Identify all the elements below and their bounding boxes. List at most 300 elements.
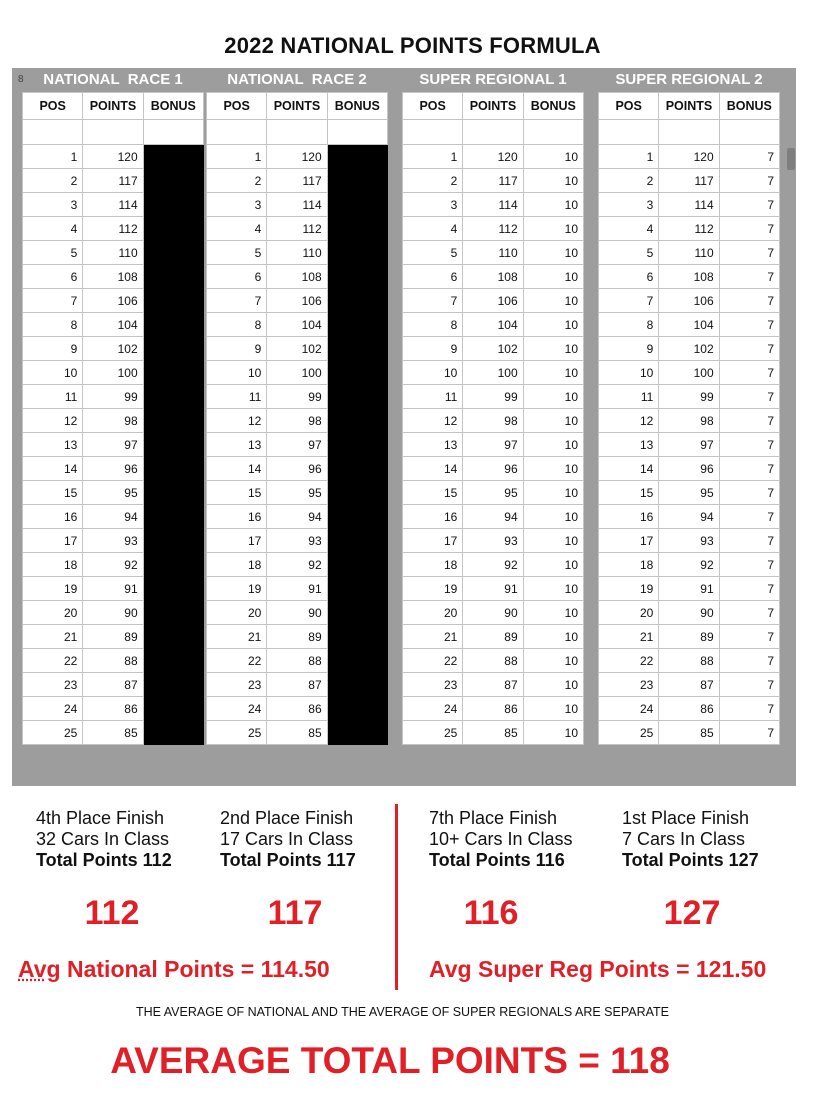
cars-line: 7 Cars In Class bbox=[622, 829, 746, 849]
points-cell: 91 bbox=[659, 577, 719, 601]
table-row bbox=[403, 481, 584, 505]
points-cell: 95 bbox=[267, 481, 327, 505]
pos-cell: 4 bbox=[207, 217, 267, 241]
points-cell: 114 bbox=[83, 193, 143, 217]
pos-cell: 20 bbox=[599, 601, 659, 625]
pos-cell: 3 bbox=[403, 193, 463, 217]
table-row bbox=[23, 313, 204, 337]
blank-row bbox=[599, 120, 780, 145]
tail-cell bbox=[659, 745, 719, 754]
table-row bbox=[23, 553, 204, 577]
bonus-cell bbox=[327, 505, 387, 529]
points-cell: 86 bbox=[463, 697, 523, 721]
points-cell: 120 bbox=[463, 145, 523, 169]
bonus-cell: 10 bbox=[523, 265, 583, 289]
points-cell: 87 bbox=[659, 673, 719, 697]
points-cell: 97 bbox=[267, 433, 327, 457]
table-row bbox=[207, 385, 388, 409]
blank-cell bbox=[267, 120, 327, 145]
bonus-cell: 7 bbox=[719, 313, 779, 337]
table-row bbox=[599, 433, 780, 457]
block-title: NATIONAL RACE 2 bbox=[227, 71, 367, 88]
bonus-cell: 7 bbox=[719, 289, 779, 313]
pos-cell: 7 bbox=[403, 289, 463, 313]
column-header: POINTS bbox=[267, 93, 327, 120]
points-cell: 85 bbox=[267, 721, 327, 745]
table-row bbox=[403, 313, 584, 337]
points-table bbox=[598, 92, 780, 754]
bonus-cell bbox=[327, 193, 387, 217]
points-cell: 96 bbox=[659, 457, 719, 481]
table-row bbox=[403, 601, 584, 625]
table-row bbox=[23, 409, 204, 433]
bonus-cell bbox=[143, 529, 203, 553]
points-cell: 92 bbox=[659, 553, 719, 577]
table-row bbox=[403, 385, 584, 409]
bonus-cell: 10 bbox=[523, 577, 583, 601]
table-row bbox=[23, 169, 204, 193]
bonus-cell bbox=[327, 601, 387, 625]
pos-cell: 21 bbox=[599, 625, 659, 649]
table-block-1 bbox=[22, 68, 204, 754]
points-cell: 117 bbox=[463, 169, 523, 193]
bonus-cell: 10 bbox=[523, 313, 583, 337]
column-header: POINTS bbox=[659, 93, 719, 120]
bonus-cell bbox=[143, 673, 203, 697]
pos-cell: 6 bbox=[23, 265, 83, 289]
points-cell: 97 bbox=[463, 433, 523, 457]
pos-cell: 13 bbox=[207, 433, 267, 457]
bonus-cell bbox=[327, 433, 387, 457]
bonus-cell: 10 bbox=[523, 241, 583, 265]
bonus-cell bbox=[327, 385, 387, 409]
pos-cell: 25 bbox=[403, 721, 463, 745]
bonus-cell: 7 bbox=[719, 337, 779, 361]
pos-cell: 5 bbox=[23, 241, 83, 265]
pos-cell: 16 bbox=[599, 505, 659, 529]
finish-line: 4th Place Finish bbox=[36, 808, 165, 828]
pos-cell: 1 bbox=[207, 145, 267, 169]
blank-cell bbox=[143, 120, 203, 145]
result-summary-1 bbox=[36, 808, 172, 871]
pos-cell: 8 bbox=[599, 313, 659, 337]
block-grid bbox=[22, 92, 204, 754]
pos-cell: 23 bbox=[207, 673, 267, 697]
bonus-cell: 10 bbox=[523, 337, 583, 361]
blank-cell bbox=[523, 120, 583, 145]
table-row bbox=[403, 625, 584, 649]
table-row bbox=[599, 529, 780, 553]
table-row bbox=[207, 433, 388, 457]
points-cell: 92 bbox=[83, 553, 143, 577]
pos-cell: 19 bbox=[599, 577, 659, 601]
table-row bbox=[403, 721, 584, 745]
bonus-cell: 10 bbox=[523, 625, 583, 649]
table-row bbox=[23, 145, 204, 169]
bonus-cell: 10 bbox=[523, 193, 583, 217]
result-summary-4 bbox=[622, 808, 759, 871]
pos-cell: 20 bbox=[207, 601, 267, 625]
points-cell: 102 bbox=[83, 337, 143, 361]
column-header: BONUS bbox=[719, 93, 779, 120]
pos-cell: 19 bbox=[207, 577, 267, 601]
pos-cell: 7 bbox=[207, 289, 267, 313]
bonus-cell bbox=[143, 697, 203, 721]
column-header: POINTS bbox=[463, 93, 523, 120]
pos-cell: 23 bbox=[403, 673, 463, 697]
bonus-cell bbox=[327, 145, 387, 169]
avg-super-reg-points: Avg Super Reg Points = 121.50 bbox=[429, 956, 767, 982]
pos-cell: 18 bbox=[23, 553, 83, 577]
bonus-cell: 10 bbox=[523, 361, 583, 385]
points-cell: 100 bbox=[83, 361, 143, 385]
bonus-cell bbox=[327, 481, 387, 505]
tail-cell bbox=[207, 745, 267, 754]
pos-cell: 21 bbox=[207, 625, 267, 649]
total-line: Total Points 127 bbox=[622, 850, 759, 870]
points-table bbox=[402, 92, 584, 754]
pos-cell: 24 bbox=[403, 697, 463, 721]
pos-cell: 2 bbox=[207, 169, 267, 193]
table-block-4 bbox=[598, 68, 780, 754]
bonus-cell: 7 bbox=[719, 481, 779, 505]
table-row bbox=[207, 457, 388, 481]
block-title: SUPER REGIONAL 2 bbox=[615, 71, 763, 88]
bonus-cell bbox=[143, 145, 203, 169]
bonus-cell bbox=[143, 409, 203, 433]
bonus-cell: 7 bbox=[719, 241, 779, 265]
points-cell: 99 bbox=[659, 385, 719, 409]
block-grid bbox=[206, 92, 388, 754]
table-row bbox=[403, 289, 584, 313]
pos-cell: 9 bbox=[23, 337, 83, 361]
points-cell: 95 bbox=[83, 481, 143, 505]
pos-cell: 11 bbox=[207, 385, 267, 409]
pos-cell: 8 bbox=[207, 313, 267, 337]
bonus-cell: 10 bbox=[523, 409, 583, 433]
points-cell: 112 bbox=[659, 217, 719, 241]
table-row bbox=[207, 217, 388, 241]
bonus-cell: 7 bbox=[719, 721, 779, 745]
table-row bbox=[207, 553, 388, 577]
bonus-cell: 7 bbox=[719, 553, 779, 577]
blank-cell bbox=[719, 120, 779, 145]
pos-cell: 18 bbox=[207, 553, 267, 577]
pos-cell: 8 bbox=[23, 313, 83, 337]
table-row bbox=[599, 169, 780, 193]
pos-cell: 25 bbox=[207, 721, 267, 745]
blank-cell bbox=[463, 120, 523, 145]
table-row bbox=[23, 385, 204, 409]
bonus-cell: 7 bbox=[719, 409, 779, 433]
pos-cell: 16 bbox=[207, 505, 267, 529]
pos-cell: 5 bbox=[207, 241, 267, 265]
header-row bbox=[23, 93, 204, 120]
table-row bbox=[599, 649, 780, 673]
bonus-cell: 7 bbox=[719, 361, 779, 385]
table-row bbox=[599, 601, 780, 625]
finish-line: 2nd Place Finish bbox=[220, 808, 354, 828]
bonus-cell: 10 bbox=[523, 505, 583, 529]
bonus-cell: 7 bbox=[719, 169, 779, 193]
cars-line: 17 Cars In Class bbox=[220, 829, 354, 849]
points-cell: 89 bbox=[463, 625, 523, 649]
bonus-cell: 7 bbox=[719, 529, 779, 553]
blank-cell bbox=[23, 120, 83, 145]
pos-cell: 14 bbox=[599, 457, 659, 481]
points-cell: 117 bbox=[659, 169, 719, 193]
bonus-cell bbox=[327, 529, 387, 553]
bonus-cell: 10 bbox=[523, 649, 583, 673]
pos-cell: 20 bbox=[403, 601, 463, 625]
scrollbar-thumb[interactable] bbox=[787, 148, 795, 170]
table-row bbox=[403, 337, 584, 361]
pos-cell: 9 bbox=[207, 337, 267, 361]
table-block-3 bbox=[402, 68, 584, 754]
pos-cell: 12 bbox=[599, 409, 659, 433]
points-cell: 106 bbox=[463, 289, 523, 313]
pos-cell: 25 bbox=[599, 721, 659, 745]
column-header: POS bbox=[23, 93, 83, 120]
pos-cell: 5 bbox=[403, 241, 463, 265]
bonus-cell bbox=[143, 265, 203, 289]
bonus-cell: 7 bbox=[719, 577, 779, 601]
points-cell: 100 bbox=[267, 361, 327, 385]
bonus-cell bbox=[327, 241, 387, 265]
table-row bbox=[207, 673, 388, 697]
tail-cell bbox=[267, 745, 327, 754]
table-row bbox=[403, 145, 584, 169]
points-cell: 108 bbox=[267, 265, 327, 289]
table-row bbox=[599, 625, 780, 649]
points-cell: 87 bbox=[463, 673, 523, 697]
points-cell: 112 bbox=[267, 217, 327, 241]
points-cell: 104 bbox=[83, 313, 143, 337]
pos-cell: 13 bbox=[23, 433, 83, 457]
big-total-4: 127 bbox=[663, 894, 721, 932]
table-row bbox=[599, 241, 780, 265]
bonus-cell: 7 bbox=[719, 145, 779, 169]
column-header: POINTS bbox=[83, 93, 143, 120]
points-cell: 110 bbox=[463, 241, 523, 265]
table-row bbox=[207, 241, 388, 265]
result-summary-3 bbox=[429, 808, 573, 871]
bonus-cell bbox=[327, 361, 387, 385]
bonus-cell bbox=[143, 553, 203, 577]
points-cell: 120 bbox=[83, 145, 143, 169]
pos-cell: 16 bbox=[23, 505, 83, 529]
points-cell: 114 bbox=[659, 193, 719, 217]
table-row bbox=[23, 241, 204, 265]
points-cell: 110 bbox=[659, 241, 719, 265]
points-cell: 120 bbox=[659, 145, 719, 169]
pos-cell: 13 bbox=[403, 433, 463, 457]
tail-row bbox=[599, 745, 780, 754]
tail-cell bbox=[719, 745, 779, 754]
block-grid bbox=[598, 92, 780, 754]
table-row bbox=[207, 361, 388, 385]
table-row bbox=[403, 553, 584, 577]
points-cell: 110 bbox=[83, 241, 143, 265]
table-row bbox=[207, 409, 388, 433]
table-row bbox=[207, 313, 388, 337]
bonus-cell bbox=[143, 193, 203, 217]
pos-cell: 2 bbox=[403, 169, 463, 193]
bonus-cell: 7 bbox=[719, 601, 779, 625]
table-row bbox=[207, 721, 388, 745]
table-row bbox=[403, 457, 584, 481]
pos-cell: 11 bbox=[23, 385, 83, 409]
bonus-cell: 10 bbox=[523, 385, 583, 409]
pos-cell: 24 bbox=[207, 697, 267, 721]
pos-cell: 15 bbox=[23, 481, 83, 505]
table-row bbox=[403, 697, 584, 721]
points-cell: 97 bbox=[83, 433, 143, 457]
pos-cell: 6 bbox=[599, 265, 659, 289]
total-line: Total Points 117 bbox=[220, 850, 356, 870]
points-cell: 114 bbox=[267, 193, 327, 217]
bonus-cell: 10 bbox=[523, 601, 583, 625]
pos-cell: 2 bbox=[599, 169, 659, 193]
corner-mark: 8 bbox=[18, 74, 24, 85]
points-cell: 94 bbox=[463, 505, 523, 529]
blank-cell bbox=[659, 120, 719, 145]
points-cell: 87 bbox=[267, 673, 327, 697]
points-cell: 112 bbox=[83, 217, 143, 241]
pos-cell: 10 bbox=[207, 361, 267, 385]
points-cell: 108 bbox=[83, 265, 143, 289]
block-grid bbox=[402, 92, 584, 754]
pos-cell: 7 bbox=[23, 289, 83, 313]
points-cell: 85 bbox=[83, 721, 143, 745]
pos-cell: 15 bbox=[207, 481, 267, 505]
pos-cell: 9 bbox=[403, 337, 463, 361]
column-header: POS bbox=[599, 93, 659, 120]
points-cell: 104 bbox=[267, 313, 327, 337]
table-row bbox=[599, 313, 780, 337]
points-cell: 120 bbox=[267, 145, 327, 169]
table-row bbox=[23, 673, 204, 697]
table-row bbox=[23, 457, 204, 481]
pos-cell: 6 bbox=[403, 265, 463, 289]
bonus-cell bbox=[327, 337, 387, 361]
tail-row bbox=[207, 745, 388, 754]
bonus-cell: 10 bbox=[523, 169, 583, 193]
table-row bbox=[599, 289, 780, 313]
pos-cell: 5 bbox=[599, 241, 659, 265]
table-row bbox=[599, 361, 780, 385]
bonus-cell bbox=[143, 625, 203, 649]
table-row bbox=[207, 697, 388, 721]
points-cell: 117 bbox=[267, 169, 327, 193]
pos-cell: 17 bbox=[403, 529, 463, 553]
points-cell: 87 bbox=[83, 673, 143, 697]
points-cell: 98 bbox=[659, 409, 719, 433]
bonus-cell bbox=[327, 217, 387, 241]
avg-national-rest: National Points = 114.50 bbox=[60, 956, 330, 982]
points-cell: 99 bbox=[463, 385, 523, 409]
points-cell: 98 bbox=[267, 409, 327, 433]
table-row bbox=[403, 529, 584, 553]
pos-cell: 12 bbox=[403, 409, 463, 433]
pos-cell: 15 bbox=[403, 481, 463, 505]
points-cell: 110 bbox=[267, 241, 327, 265]
pos-cell: 2 bbox=[23, 169, 83, 193]
points-cell: 92 bbox=[463, 553, 523, 577]
bonus-cell: 10 bbox=[523, 289, 583, 313]
points-cell: 117 bbox=[83, 169, 143, 193]
cars-line: 32 Cars In Class bbox=[36, 829, 170, 849]
bonus-cell bbox=[143, 217, 203, 241]
tail-cell bbox=[327, 745, 387, 754]
points-cell: 96 bbox=[463, 457, 523, 481]
pos-cell: 8 bbox=[403, 313, 463, 337]
pos-cell: 9 bbox=[599, 337, 659, 361]
points-cell: 86 bbox=[659, 697, 719, 721]
table-row bbox=[599, 265, 780, 289]
pos-cell: 10 bbox=[403, 361, 463, 385]
bonus-cell bbox=[327, 673, 387, 697]
bonus-cell: 7 bbox=[719, 217, 779, 241]
bonus-cell bbox=[327, 457, 387, 481]
tail-cell bbox=[463, 745, 523, 754]
bonus-cell bbox=[143, 577, 203, 601]
table-row bbox=[207, 337, 388, 361]
points-cell: 100 bbox=[659, 361, 719, 385]
table-row bbox=[599, 577, 780, 601]
finish-line: 7th Place Finish bbox=[429, 808, 558, 828]
bonus-cell bbox=[143, 313, 203, 337]
pos-cell: 17 bbox=[599, 529, 659, 553]
table-row bbox=[23, 361, 204, 385]
bonus-cell bbox=[327, 721, 387, 745]
bonus-cell: 7 bbox=[719, 193, 779, 217]
table-row bbox=[23, 649, 204, 673]
bonus-cell: 7 bbox=[719, 505, 779, 529]
bonus-cell bbox=[143, 457, 203, 481]
pos-cell: 4 bbox=[403, 217, 463, 241]
points-cell: 90 bbox=[267, 601, 327, 625]
table-row bbox=[207, 265, 388, 289]
points-cell: 93 bbox=[659, 529, 719, 553]
big-total-3: 116 bbox=[463, 894, 519, 932]
table-row bbox=[23, 481, 204, 505]
pos-cell: 4 bbox=[23, 217, 83, 241]
tail-cell bbox=[523, 745, 583, 754]
pos-cell: 18 bbox=[403, 553, 463, 577]
points-cell: 98 bbox=[83, 409, 143, 433]
blank-row bbox=[403, 120, 584, 145]
table-row bbox=[207, 577, 388, 601]
table-row bbox=[403, 649, 584, 673]
points-cell: 91 bbox=[83, 577, 143, 601]
table-row bbox=[599, 457, 780, 481]
points-cell: 96 bbox=[83, 457, 143, 481]
pos-cell: 7 bbox=[599, 289, 659, 313]
pos-cell: 14 bbox=[207, 457, 267, 481]
blank-row bbox=[23, 120, 204, 145]
table-row bbox=[207, 145, 388, 169]
bonus-cell bbox=[327, 409, 387, 433]
block-title: NATIONAL RACE 1 bbox=[43, 71, 183, 88]
table-row bbox=[599, 337, 780, 361]
points-cell: 90 bbox=[463, 601, 523, 625]
table-row bbox=[599, 145, 780, 169]
table-row bbox=[23, 721, 204, 745]
points-cell: 89 bbox=[267, 625, 327, 649]
points-cell: 90 bbox=[83, 601, 143, 625]
table-row bbox=[207, 625, 388, 649]
